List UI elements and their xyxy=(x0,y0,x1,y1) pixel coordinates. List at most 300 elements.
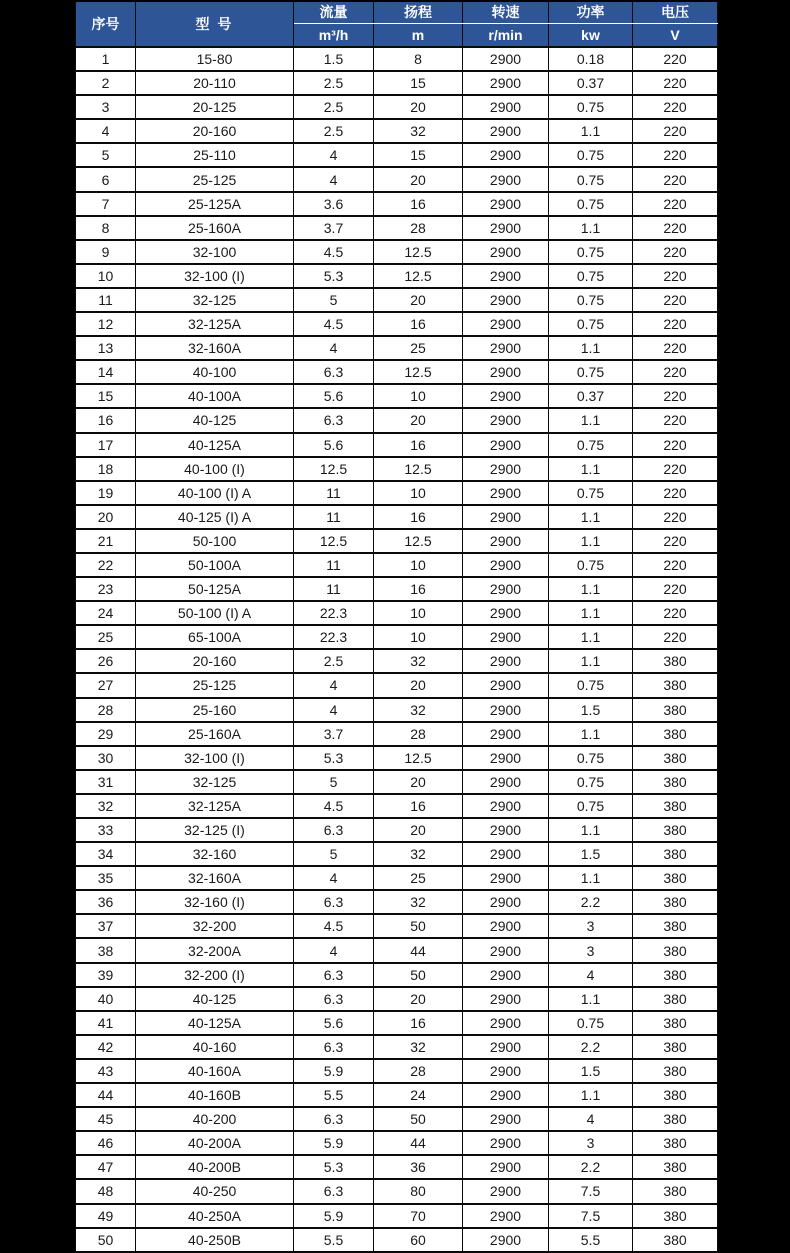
cell-head: 16 xyxy=(374,192,463,216)
cell-power: 1.1 xyxy=(549,408,633,432)
cell-model: 40-160B xyxy=(136,1083,294,1107)
cell-speed: 2900 xyxy=(463,1011,549,1035)
cell-speed: 2900 xyxy=(463,336,549,360)
cell-flow: 5.6 xyxy=(294,1011,374,1035)
cell-flow: 3.6 xyxy=(294,192,374,216)
cell-index: 35 xyxy=(76,866,136,890)
table-row xyxy=(76,866,718,890)
cell-speed: 2900 xyxy=(463,1228,549,1252)
cell-index: 1 xyxy=(76,47,136,71)
table-row xyxy=(76,601,718,625)
cell-index: 39 xyxy=(76,963,136,987)
cell-voltage: 380 xyxy=(633,1107,718,1131)
cell-flow: 22.3 xyxy=(294,625,374,649)
cell-speed: 2900 xyxy=(463,601,549,625)
cell-power: 0.75 xyxy=(549,553,633,577)
cell-index: 41 xyxy=(76,1011,136,1035)
cell-power: 7.5 xyxy=(549,1204,633,1228)
col-header-head: 扬程 xyxy=(374,2,463,23)
cell-flow: 12.5 xyxy=(294,529,374,553)
cell-power: 0.75 xyxy=(549,288,633,312)
table-row xyxy=(76,963,718,987)
cell-index: 18 xyxy=(76,457,136,481)
cell-flow: 4 xyxy=(294,673,374,697)
cell-model: 40-160A xyxy=(136,1059,294,1083)
cell-index: 38 xyxy=(76,938,136,962)
cell-power: 7.5 xyxy=(549,1179,633,1203)
cell-head: 50 xyxy=(374,914,463,938)
table-row xyxy=(76,288,718,312)
cell-head: 8 xyxy=(374,47,463,71)
cell-voltage: 380 xyxy=(633,698,718,722)
cell-index: 17 xyxy=(76,433,136,457)
cell-index: 32 xyxy=(76,794,136,818)
cell-index: 49 xyxy=(76,1204,136,1228)
table-row xyxy=(76,119,718,143)
cell-power: 3 xyxy=(549,938,633,962)
cell-speed: 2900 xyxy=(463,987,549,1011)
cell-index: 26 xyxy=(76,649,136,673)
table-row xyxy=(76,770,718,794)
cell-head: 16 xyxy=(374,577,463,601)
cell-voltage: 380 xyxy=(633,1059,718,1083)
table-row xyxy=(76,143,718,167)
cell-speed: 2900 xyxy=(463,505,549,529)
cell-index: 20 xyxy=(76,505,136,529)
table-row xyxy=(76,842,718,866)
pump-spec-table-container xyxy=(75,2,717,1253)
cell-power: 3 xyxy=(549,1131,633,1155)
cell-voltage: 220 xyxy=(633,384,718,408)
cell-flow: 12.5 xyxy=(294,457,374,481)
cell-speed: 2900 xyxy=(463,938,549,962)
cell-index: 44 xyxy=(76,1083,136,1107)
table-row xyxy=(76,890,718,914)
cell-power: 1.1 xyxy=(549,625,633,649)
cell-voltage: 220 xyxy=(633,312,718,336)
cell-power: 0.75 xyxy=(549,770,633,794)
table-row xyxy=(76,47,718,71)
cell-speed: 2900 xyxy=(463,288,549,312)
table-row xyxy=(76,577,718,601)
cell-speed: 2900 xyxy=(463,1131,549,1155)
cell-speed: 2900 xyxy=(463,1059,549,1083)
cell-model: 40-125 xyxy=(136,987,294,1011)
cell-head: 10 xyxy=(374,553,463,577)
cell-voltage: 220 xyxy=(633,529,718,553)
cell-speed: 2900 xyxy=(463,384,549,408)
cell-power: 2.2 xyxy=(549,890,633,914)
cell-index: 4 xyxy=(76,119,136,143)
cell-power: 0.75 xyxy=(549,481,633,505)
cell-power: 0.37 xyxy=(549,71,633,95)
table-row xyxy=(76,1035,718,1059)
cell-flow: 6.3 xyxy=(294,987,374,1011)
table-body xyxy=(76,47,718,1252)
table-row xyxy=(76,1204,718,1228)
cell-head: 20 xyxy=(374,288,463,312)
table-row xyxy=(76,1228,718,1252)
cell-voltage: 220 xyxy=(633,240,718,264)
cell-voltage: 380 xyxy=(633,1204,718,1228)
cell-flow: 4.5 xyxy=(294,794,374,818)
cell-model: 40-250 xyxy=(136,1179,294,1203)
cell-model: 25-125 xyxy=(136,167,294,191)
cell-model: 40-125 xyxy=(136,408,294,432)
cell-voltage: 220 xyxy=(633,95,718,119)
header-row-names xyxy=(76,2,718,23)
cell-power: 1.5 xyxy=(549,1059,633,1083)
cell-voltage: 220 xyxy=(633,336,718,360)
cell-model: 40-250A xyxy=(136,1204,294,1228)
cell-voltage: 220 xyxy=(633,288,718,312)
cell-head: 20 xyxy=(374,818,463,842)
cell-voltage: 380 xyxy=(633,722,718,746)
cell-head: 12.5 xyxy=(374,240,463,264)
cell-model: 40-100 (I) A xyxy=(136,481,294,505)
cell-model: 50-100 xyxy=(136,529,294,553)
cell-model: 32-160 xyxy=(136,842,294,866)
col-header-power: 功率 xyxy=(549,2,633,23)
cell-head: 50 xyxy=(374,1107,463,1131)
cell-voltage: 380 xyxy=(633,746,718,770)
cell-flow: 5.3 xyxy=(294,746,374,770)
table-row xyxy=(76,192,718,216)
cell-flow: 6.3 xyxy=(294,1179,374,1203)
cell-flow: 11 xyxy=(294,553,374,577)
pump-spec-table xyxy=(75,2,718,1253)
cell-speed: 2900 xyxy=(463,818,549,842)
cell-speed: 2900 xyxy=(463,1083,549,1107)
cell-model: 20-125 xyxy=(136,95,294,119)
cell-power: 5.5 xyxy=(549,1228,633,1252)
cell-model: 32-100 (I) xyxy=(136,746,294,770)
cell-index: 23 xyxy=(76,577,136,601)
cell-head: 32 xyxy=(374,890,463,914)
cell-model: 32-160 (I) xyxy=(136,890,294,914)
cell-head: 20 xyxy=(374,408,463,432)
cell-voltage: 220 xyxy=(633,481,718,505)
cell-flow: 5 xyxy=(294,288,374,312)
cell-flow: 6.3 xyxy=(294,818,374,842)
table-row xyxy=(76,698,718,722)
cell-model: 40-100 xyxy=(136,360,294,384)
cell-speed: 2900 xyxy=(463,1155,549,1179)
cell-voltage: 220 xyxy=(633,577,718,601)
cell-voltage: 380 xyxy=(633,649,718,673)
cell-head: 80 xyxy=(374,1179,463,1203)
cell-power: 1.1 xyxy=(549,529,633,553)
cell-index: 36 xyxy=(76,890,136,914)
cell-voltage: 220 xyxy=(633,408,718,432)
cell-speed: 2900 xyxy=(463,1204,549,1228)
cell-power: 0.75 xyxy=(549,264,633,288)
cell-flow: 6.3 xyxy=(294,408,374,432)
cell-power: 1.1 xyxy=(549,119,633,143)
cell-head: 20 xyxy=(374,167,463,191)
cell-model: 40-125 (I) A xyxy=(136,505,294,529)
cell-model: 25-110 xyxy=(136,143,294,167)
cell-model: 15-80 xyxy=(136,47,294,71)
cell-head: 15 xyxy=(374,143,463,167)
cell-speed: 2900 xyxy=(463,71,549,95)
cell-power: 1.1 xyxy=(549,505,633,529)
col-unit-speed: r/min xyxy=(463,23,549,47)
cell-voltage: 380 xyxy=(633,914,718,938)
cell-index: 16 xyxy=(76,408,136,432)
table-row xyxy=(76,1011,718,1035)
cell-flow: 5.9 xyxy=(294,1059,374,1083)
cell-head: 10 xyxy=(374,384,463,408)
cell-flow: 4 xyxy=(294,167,374,191)
cell-flow: 5.5 xyxy=(294,1228,374,1252)
cell-speed: 2900 xyxy=(463,698,549,722)
table-row xyxy=(76,1083,718,1107)
table-row xyxy=(76,1107,718,1131)
cell-voltage: 220 xyxy=(633,264,718,288)
cell-speed: 2900 xyxy=(463,481,549,505)
cell-speed: 2900 xyxy=(463,529,549,553)
cell-speed: 2900 xyxy=(463,794,549,818)
cell-speed: 2900 xyxy=(463,770,549,794)
cell-voltage: 220 xyxy=(633,143,718,167)
cell-voltage: 380 xyxy=(633,1131,718,1155)
cell-power: 1.1 xyxy=(549,818,633,842)
cell-head: 12.5 xyxy=(374,360,463,384)
cell-index: 15 xyxy=(76,384,136,408)
cell-flow: 4.5 xyxy=(294,240,374,264)
cell-head: 10 xyxy=(374,601,463,625)
cell-head: 20 xyxy=(374,987,463,1011)
cell-flow: 2.5 xyxy=(294,649,374,673)
table-row xyxy=(76,625,718,649)
col-unit-flow: m³/h xyxy=(294,23,374,47)
cell-index: 6 xyxy=(76,167,136,191)
cell-flow: 6.3 xyxy=(294,963,374,987)
cell-head: 16 xyxy=(374,433,463,457)
cell-power: 1.1 xyxy=(549,649,633,673)
table-row xyxy=(76,818,718,842)
cell-head: 24 xyxy=(374,1083,463,1107)
cell-flow: 5.3 xyxy=(294,1155,374,1179)
table-row xyxy=(76,336,718,360)
table-row xyxy=(76,1155,718,1179)
cell-speed: 2900 xyxy=(463,119,549,143)
cell-speed: 2900 xyxy=(463,240,549,264)
cell-head: 12.5 xyxy=(374,264,463,288)
cell-voltage: 220 xyxy=(633,433,718,457)
cell-speed: 2900 xyxy=(463,264,549,288)
cell-head: 28 xyxy=(374,216,463,240)
table-row xyxy=(76,722,718,746)
cell-voltage: 380 xyxy=(633,842,718,866)
cell-head: 28 xyxy=(374,1059,463,1083)
cell-flow: 4 xyxy=(294,336,374,360)
cell-head: 12.5 xyxy=(374,529,463,553)
cell-speed: 2900 xyxy=(463,890,549,914)
cell-head: 20 xyxy=(374,95,463,119)
table-row xyxy=(76,649,718,673)
cell-head: 32 xyxy=(374,842,463,866)
cell-power: 1.5 xyxy=(549,698,633,722)
cell-head: 16 xyxy=(374,505,463,529)
cell-voltage: 220 xyxy=(633,47,718,71)
cell-head: 16 xyxy=(374,794,463,818)
cell-head: 70 xyxy=(374,1204,463,1228)
cell-index: 27 xyxy=(76,673,136,697)
cell-head: 20 xyxy=(374,673,463,697)
cell-index: 50 xyxy=(76,1228,136,1252)
cell-power: 0.75 xyxy=(549,794,633,818)
cell-index: 34 xyxy=(76,842,136,866)
cell-speed: 2900 xyxy=(463,746,549,770)
cell-model: 40-100 (I) xyxy=(136,457,294,481)
cell-voltage: 380 xyxy=(633,673,718,697)
cell-flow: 5 xyxy=(294,770,374,794)
cell-voltage: 380 xyxy=(633,963,718,987)
cell-model: 65-100A xyxy=(136,625,294,649)
cell-voltage: 220 xyxy=(633,119,718,143)
cell-head: 20 xyxy=(374,770,463,794)
table-row xyxy=(76,312,718,336)
cell-model: 50-100 (I) A xyxy=(136,601,294,625)
cell-flow: 6.3 xyxy=(294,1107,374,1131)
cell-power: 0.75 xyxy=(549,167,633,191)
cell-model: 32-125A xyxy=(136,312,294,336)
cell-power: 0.75 xyxy=(549,433,633,457)
cell-model: 20-160 xyxy=(136,649,294,673)
cell-head: 16 xyxy=(374,1011,463,1035)
cell-model: 32-100 (I) xyxy=(136,264,294,288)
cell-flow: 4 xyxy=(294,938,374,962)
cell-head: 32 xyxy=(374,649,463,673)
cell-flow: 2.5 xyxy=(294,95,374,119)
cell-flow: 2.5 xyxy=(294,71,374,95)
cell-speed: 2900 xyxy=(463,192,549,216)
cell-power: 0.75 xyxy=(549,746,633,770)
cell-voltage: 380 xyxy=(633,818,718,842)
cell-model: 32-200 xyxy=(136,914,294,938)
cell-speed: 2900 xyxy=(463,95,549,119)
cell-speed: 2900 xyxy=(463,1035,549,1059)
cell-flow: 3.7 xyxy=(294,216,374,240)
col-header-model: 型 号 xyxy=(136,2,294,47)
cell-model: 40-125A xyxy=(136,1011,294,1035)
cell-speed: 2900 xyxy=(463,457,549,481)
cell-index: 48 xyxy=(76,1179,136,1203)
cell-power: 4 xyxy=(549,1107,633,1131)
col-unit-voltage: V xyxy=(633,23,718,47)
cell-flow: 5.6 xyxy=(294,384,374,408)
cell-flow: 5.9 xyxy=(294,1131,374,1155)
cell-index: 2 xyxy=(76,71,136,95)
cell-model: 50-100A xyxy=(136,553,294,577)
table-row xyxy=(76,746,718,770)
table-row xyxy=(76,1059,718,1083)
table-row xyxy=(76,408,718,432)
cell-power: 1.1 xyxy=(549,866,633,890)
cell-power: 1.5 xyxy=(549,842,633,866)
cell-speed: 2900 xyxy=(463,673,549,697)
cell-voltage: 220 xyxy=(633,601,718,625)
cell-model: 20-110 xyxy=(136,71,294,95)
cell-model: 32-160A xyxy=(136,336,294,360)
table-row xyxy=(76,987,718,1011)
cell-index: 37 xyxy=(76,914,136,938)
cell-flow: 5.6 xyxy=(294,433,374,457)
cell-voltage: 220 xyxy=(633,167,718,191)
cell-flow: 5 xyxy=(294,842,374,866)
cell-voltage: 380 xyxy=(633,1228,718,1252)
cell-flow: 4.5 xyxy=(294,312,374,336)
col-header-index: 序号 xyxy=(76,2,136,47)
cell-power: 1.1 xyxy=(549,601,633,625)
cell-speed: 2900 xyxy=(463,577,549,601)
table-row xyxy=(76,673,718,697)
cell-flow: 11 xyxy=(294,505,374,529)
table-row xyxy=(76,553,718,577)
cell-model: 32-125A xyxy=(136,794,294,818)
cell-speed: 2900 xyxy=(463,408,549,432)
cell-power: 0.75 xyxy=(549,192,633,216)
cell-index: 12 xyxy=(76,312,136,336)
cell-speed: 2900 xyxy=(463,143,549,167)
cell-model: 25-160A xyxy=(136,216,294,240)
cell-index: 45 xyxy=(76,1107,136,1131)
cell-head: 44 xyxy=(374,938,463,962)
cell-index: 29 xyxy=(76,722,136,746)
cell-index: 47 xyxy=(76,1155,136,1179)
cell-speed: 2900 xyxy=(463,866,549,890)
cell-index: 33 xyxy=(76,818,136,842)
cell-head: 12.5 xyxy=(374,746,463,770)
cell-head: 44 xyxy=(374,1131,463,1155)
cell-head: 10 xyxy=(374,625,463,649)
cell-speed: 2900 xyxy=(463,625,549,649)
cell-voltage: 380 xyxy=(633,1011,718,1035)
cell-voltage: 220 xyxy=(633,457,718,481)
cell-voltage: 220 xyxy=(633,71,718,95)
cell-flow: 6.3 xyxy=(294,1035,374,1059)
cell-head: 28 xyxy=(374,722,463,746)
table-row xyxy=(76,505,718,529)
cell-index: 5 xyxy=(76,143,136,167)
cell-voltage: 380 xyxy=(633,866,718,890)
cell-power: 1.1 xyxy=(549,457,633,481)
cell-index: 42 xyxy=(76,1035,136,1059)
cell-voltage: 220 xyxy=(633,505,718,529)
cell-model: 40-125A xyxy=(136,433,294,457)
cell-model: 32-125 (I) xyxy=(136,818,294,842)
cell-speed: 2900 xyxy=(463,433,549,457)
cell-voltage: 220 xyxy=(633,360,718,384)
cell-flow: 6.3 xyxy=(294,890,374,914)
cell-power: 0.75 xyxy=(549,673,633,697)
table-row xyxy=(76,360,718,384)
cell-index: 9 xyxy=(76,240,136,264)
table-row xyxy=(76,1179,718,1203)
cell-voltage: 380 xyxy=(633,987,718,1011)
col-unit-power: kw xyxy=(549,23,633,47)
col-header-voltage: 电压 xyxy=(633,2,718,23)
cell-head: 10 xyxy=(374,481,463,505)
cell-speed: 2900 xyxy=(463,649,549,673)
table-row xyxy=(76,481,718,505)
cell-flow: 5.9 xyxy=(294,1204,374,1228)
cell-speed: 2900 xyxy=(463,1179,549,1203)
table-row xyxy=(76,457,718,481)
cell-model: 32-125 xyxy=(136,288,294,312)
